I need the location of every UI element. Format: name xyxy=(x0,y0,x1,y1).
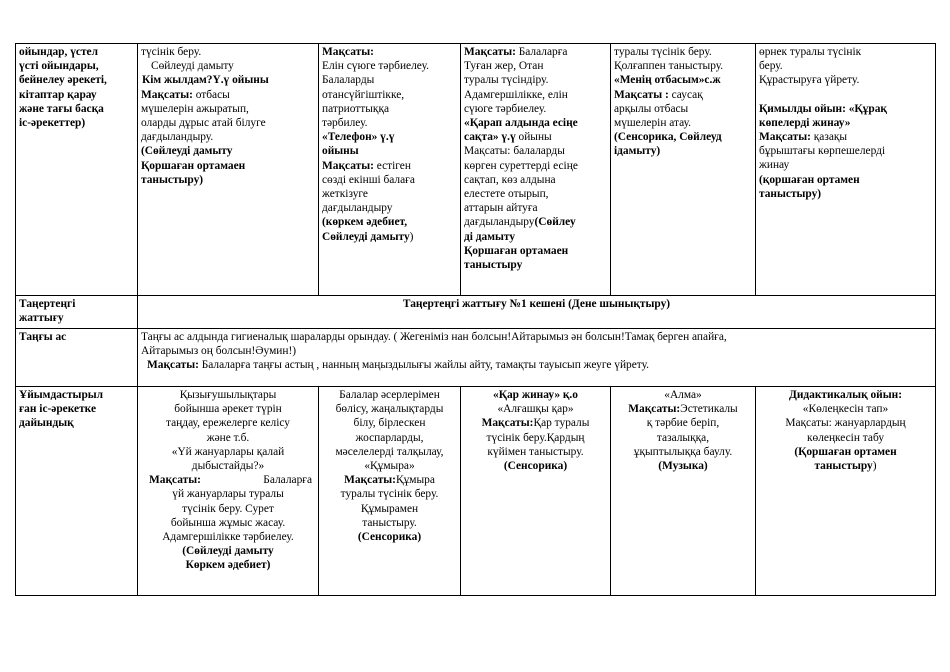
cell-line: көлеңкесін табу xyxy=(806,431,885,444)
row-label-line: үсті ойындары, xyxy=(19,60,99,73)
activities-cell-3 xyxy=(461,44,611,296)
goal-label: Мақсаты: xyxy=(344,474,396,487)
organized-cell-2 xyxy=(319,387,461,596)
cell-line: бұрыштағы көрпешелерді xyxy=(759,145,886,158)
cell-text: Балаларға xyxy=(515,46,568,58)
goal-label: Мақсаты : xyxy=(614,88,669,101)
row-label-line: Ұйымдастырыл xyxy=(19,389,104,401)
game-title: «Телефон» ү.ү xyxy=(322,131,395,144)
cell-line: үй жануарлары туралы xyxy=(172,488,284,501)
goal-label: Мақсаты: xyxy=(141,88,193,101)
cell-text: ) xyxy=(872,460,877,473)
row-label-line: дайындық xyxy=(19,417,74,430)
cell-line: жинау xyxy=(759,159,790,172)
cell-text: отбасы xyxy=(192,88,230,101)
cell-line: Қызығушылықтары xyxy=(179,389,277,401)
cell-text: ойыны xyxy=(515,131,552,144)
cell-line: және т.б. xyxy=(206,431,250,444)
cell-line: Сөйлеуді дамыту xyxy=(151,60,234,73)
game-title: «Алма» xyxy=(664,389,702,401)
cell-line: таныстыру. xyxy=(362,516,417,529)
subject-tag: Көркем әдебиет) xyxy=(185,559,271,572)
cell-line: арқылы отбасы xyxy=(614,102,689,115)
game-title: ойыны xyxy=(322,145,359,158)
breakfast-label-cell xyxy=(16,329,138,387)
subject-tag: (Қоршаған ортамен xyxy=(794,445,897,458)
cell-line: жеткізуге xyxy=(322,188,368,201)
activities-row xyxy=(16,44,936,296)
game-title: Дидактикалық ойын: xyxy=(789,389,902,401)
cell-text: саусақ xyxy=(668,88,703,101)
subject-tag: (Сенсорика) xyxy=(357,531,422,544)
daily-plan-table xyxy=(15,43,936,596)
cell-line: туралы түсінік беру. xyxy=(614,46,712,58)
cell-text: естіген xyxy=(373,159,411,172)
subject-tag: (Сөйлеуді дамыту xyxy=(141,145,233,158)
cell-line: бойынша әрекет түрін xyxy=(174,403,282,416)
goal-label: Мақсаты: xyxy=(322,159,374,172)
cell-line: отансүйгіштікке, xyxy=(322,88,405,101)
subject-tag: (Музыка) xyxy=(658,460,708,473)
row-label-line: ған іс-әрекетке xyxy=(19,403,97,416)
cell-line: мәселелерді талқылау, xyxy=(335,445,444,458)
cell-line: түсінік беру. Сурет xyxy=(182,502,274,515)
exercise-title: Таңертеңгі жаттығу №1 кешені (Дене шынықтыру) xyxy=(402,298,671,310)
organized-cell-3 xyxy=(461,387,611,596)
cell-line: дағдыландыру. xyxy=(141,131,214,144)
row-label-line: бейнелеу әрекеті, xyxy=(19,74,107,87)
game-title: «Алғашқы қар» xyxy=(497,403,574,416)
goal-label: Мақсаты: xyxy=(322,46,374,58)
cell-line: ұқыптылыққа баулу. xyxy=(633,445,733,458)
organized-cell-1 xyxy=(138,387,319,596)
subject-tag: (Сенсорика) xyxy=(503,460,568,473)
game-title: «Көлеңкесін тап» xyxy=(802,403,889,416)
cell-line: Қолғаппен таныстыру. xyxy=(614,60,724,73)
goal-label: Мақсаты: xyxy=(149,474,201,487)
cell-line: күйімен таныстыру. xyxy=(487,445,584,458)
exercise-content-cell xyxy=(138,296,936,329)
cell-line: оларды дұрыс атай білуге xyxy=(141,117,266,130)
row-label-line: іс-әрекеттер) xyxy=(19,117,86,130)
cell-line: сөзді екінші балаға xyxy=(322,173,415,186)
cell-line: бөлісу, жаңалықтарды xyxy=(335,403,444,416)
row-label-line: жаттығу xyxy=(19,312,64,325)
cell-line: мүшелерін ажыратып, xyxy=(141,102,249,115)
cell-line: қ тәрбие беріп, xyxy=(646,417,720,430)
subject-tag: (көркем әдебиет, xyxy=(322,216,408,229)
cell-text: Балаларға xyxy=(263,474,312,487)
goal-label: Мақсаты: xyxy=(759,131,811,144)
game-title: «Қар жинау» қ.о xyxy=(493,389,578,401)
organized-label-cell xyxy=(16,387,138,596)
subject-tag: таныстыру xyxy=(464,259,523,272)
row-label-line: және тағы басқа xyxy=(19,102,104,115)
cell-text: Құмыра xyxy=(395,474,435,487)
cell-text: қазақы xyxy=(810,131,848,144)
subject-tag: Қоршаған ортамаен xyxy=(464,244,569,257)
subject-tag: Қоршаған ортамаен xyxy=(141,159,246,172)
cell-text: ) xyxy=(409,230,414,243)
organized-cell-5 xyxy=(756,387,936,596)
row-label-line: ойындар, үстел xyxy=(19,46,98,58)
cell-line: патриоттыққа xyxy=(322,102,390,115)
game-title: Кім жылдам?Ү.ү ойыны xyxy=(142,74,269,87)
goal-label: Мақсаты: xyxy=(464,46,516,58)
subject-tag: (Сөйлеу xyxy=(534,216,576,229)
cell-line: түсінік беру.Қардың xyxy=(486,431,585,444)
organized-cell-4 xyxy=(611,387,756,596)
cell-line: Балаларды xyxy=(322,74,375,87)
cell-line: Айтарымыз оң болсын!Әумин!) xyxy=(141,345,297,358)
subject-tag: Сөйлеуді дамыту xyxy=(322,230,410,243)
cell-line: тәрбилеу. xyxy=(322,117,368,130)
cell-line: Құмырамен xyxy=(360,502,419,515)
subject-tag: (Сенсорика, Сөйлеуд xyxy=(614,131,722,144)
cell-line: жоспарларды, xyxy=(355,431,424,444)
cell-line: аттарын айтуға xyxy=(464,202,538,215)
cell-line: беру. xyxy=(759,60,783,73)
row-label-line: кітаптар қарау xyxy=(19,88,97,101)
cell-line: Елін сүюге тәрбиелеу. xyxy=(322,60,429,73)
cell-line: түсінік беру. xyxy=(141,46,202,58)
activities-cell-2 xyxy=(319,44,461,296)
game-title: дыбыстайды?» xyxy=(191,460,265,473)
cell-line: Мақсаты: жануарлардың xyxy=(785,417,906,430)
activities-cell-1 xyxy=(138,44,319,296)
cell-text: Қар туралы xyxy=(533,417,590,430)
activities-label-cell xyxy=(16,44,138,296)
game-title: «Үй жануарлары қалай xyxy=(171,445,285,458)
cell-text: дағдыландыру xyxy=(464,216,535,229)
cell-line: Адамгершілікке тәрбиелеу. xyxy=(162,531,294,544)
game-title: сақта» ү.ү xyxy=(464,131,516,144)
cell-line: Мақсаты: балаларды xyxy=(464,145,565,158)
row-label-line: Таңғы ас xyxy=(19,331,67,343)
game-title: «Менің отбасым»с.ж xyxy=(614,74,721,87)
cell-line: өрнек туралы түсінік xyxy=(759,46,862,58)
exercise-label-cell xyxy=(16,296,138,329)
cell-text: Эстетикалы xyxy=(680,403,738,416)
cell-line: таңдау, ережелерге келісу xyxy=(166,417,290,430)
subject-tag: ідамыту) xyxy=(614,145,661,158)
game-title: «Құмыра» xyxy=(364,460,415,473)
cell-line: тазалыққа, xyxy=(656,431,710,444)
subject-tag: таныстыру xyxy=(814,460,873,473)
game-title: Қимылды ойын: «Құрақ xyxy=(759,102,887,115)
cell-line: Құрастыруға үйрету. xyxy=(759,74,860,87)
breakfast-row xyxy=(16,329,936,387)
row-label-line: Таңертеңгі xyxy=(19,298,76,310)
cell-line: бойынша жұмыс жасау. xyxy=(170,516,286,529)
cell-line: дағдыландыру xyxy=(322,202,393,215)
cell-line: Туған жер, Отан xyxy=(464,60,544,73)
game-title: «Қарап алдында есіңе xyxy=(464,117,578,130)
cell-line: көрген суреттерді есіңе xyxy=(464,159,578,172)
cell-line: туралы түсіндіру. xyxy=(464,74,549,87)
cell-line: білу, бірлескен xyxy=(353,417,426,430)
activities-cell-5 xyxy=(756,44,936,296)
cell-line: елестете отырып, xyxy=(464,188,549,201)
cell-text: Балаларға таңғы астың , нанның маңыздылығы жайлы айту, тамақты тауысып жеуге үйрету. xyxy=(198,359,650,372)
cell-line: Балалар әсерлерімен xyxy=(339,389,440,401)
subject-tag: (Сөйлеуді дамыту xyxy=(182,545,274,558)
goal-label: Мақсаты: xyxy=(147,359,199,372)
cell-line: Таңғы ас алдында гигиеналық шараларды орындау. ( Жегеніміз нан болсын!Айтарымыз ән болсын!Тамақ берген апайға, xyxy=(141,331,727,343)
cell-line: сүюге тәрбиелеу. xyxy=(464,102,547,115)
subject-tag: таныстыру) xyxy=(141,173,204,186)
exercise-row xyxy=(16,296,936,329)
goal-label: Мақсаты: xyxy=(628,403,681,416)
goal-label: Мақсаты: xyxy=(481,417,534,430)
organized-row xyxy=(16,387,936,596)
cell-line: мүшелерін атау. xyxy=(614,117,692,130)
subject-tag: (қоршаған ортамен xyxy=(759,173,860,186)
activities-cell-4 xyxy=(611,44,756,296)
breakfast-content-cell xyxy=(138,329,936,387)
cell-line: Адамгершілікке, елін xyxy=(464,88,568,101)
game-title: көпелерді жинау» xyxy=(759,116,851,129)
subject-tag: таныстыру) xyxy=(759,187,822,200)
cell-line: туралы түсінік беру. xyxy=(340,488,439,501)
subject-tag: ді дамыту xyxy=(464,230,516,243)
cell-line: сақтап, көз алдына xyxy=(464,173,556,186)
